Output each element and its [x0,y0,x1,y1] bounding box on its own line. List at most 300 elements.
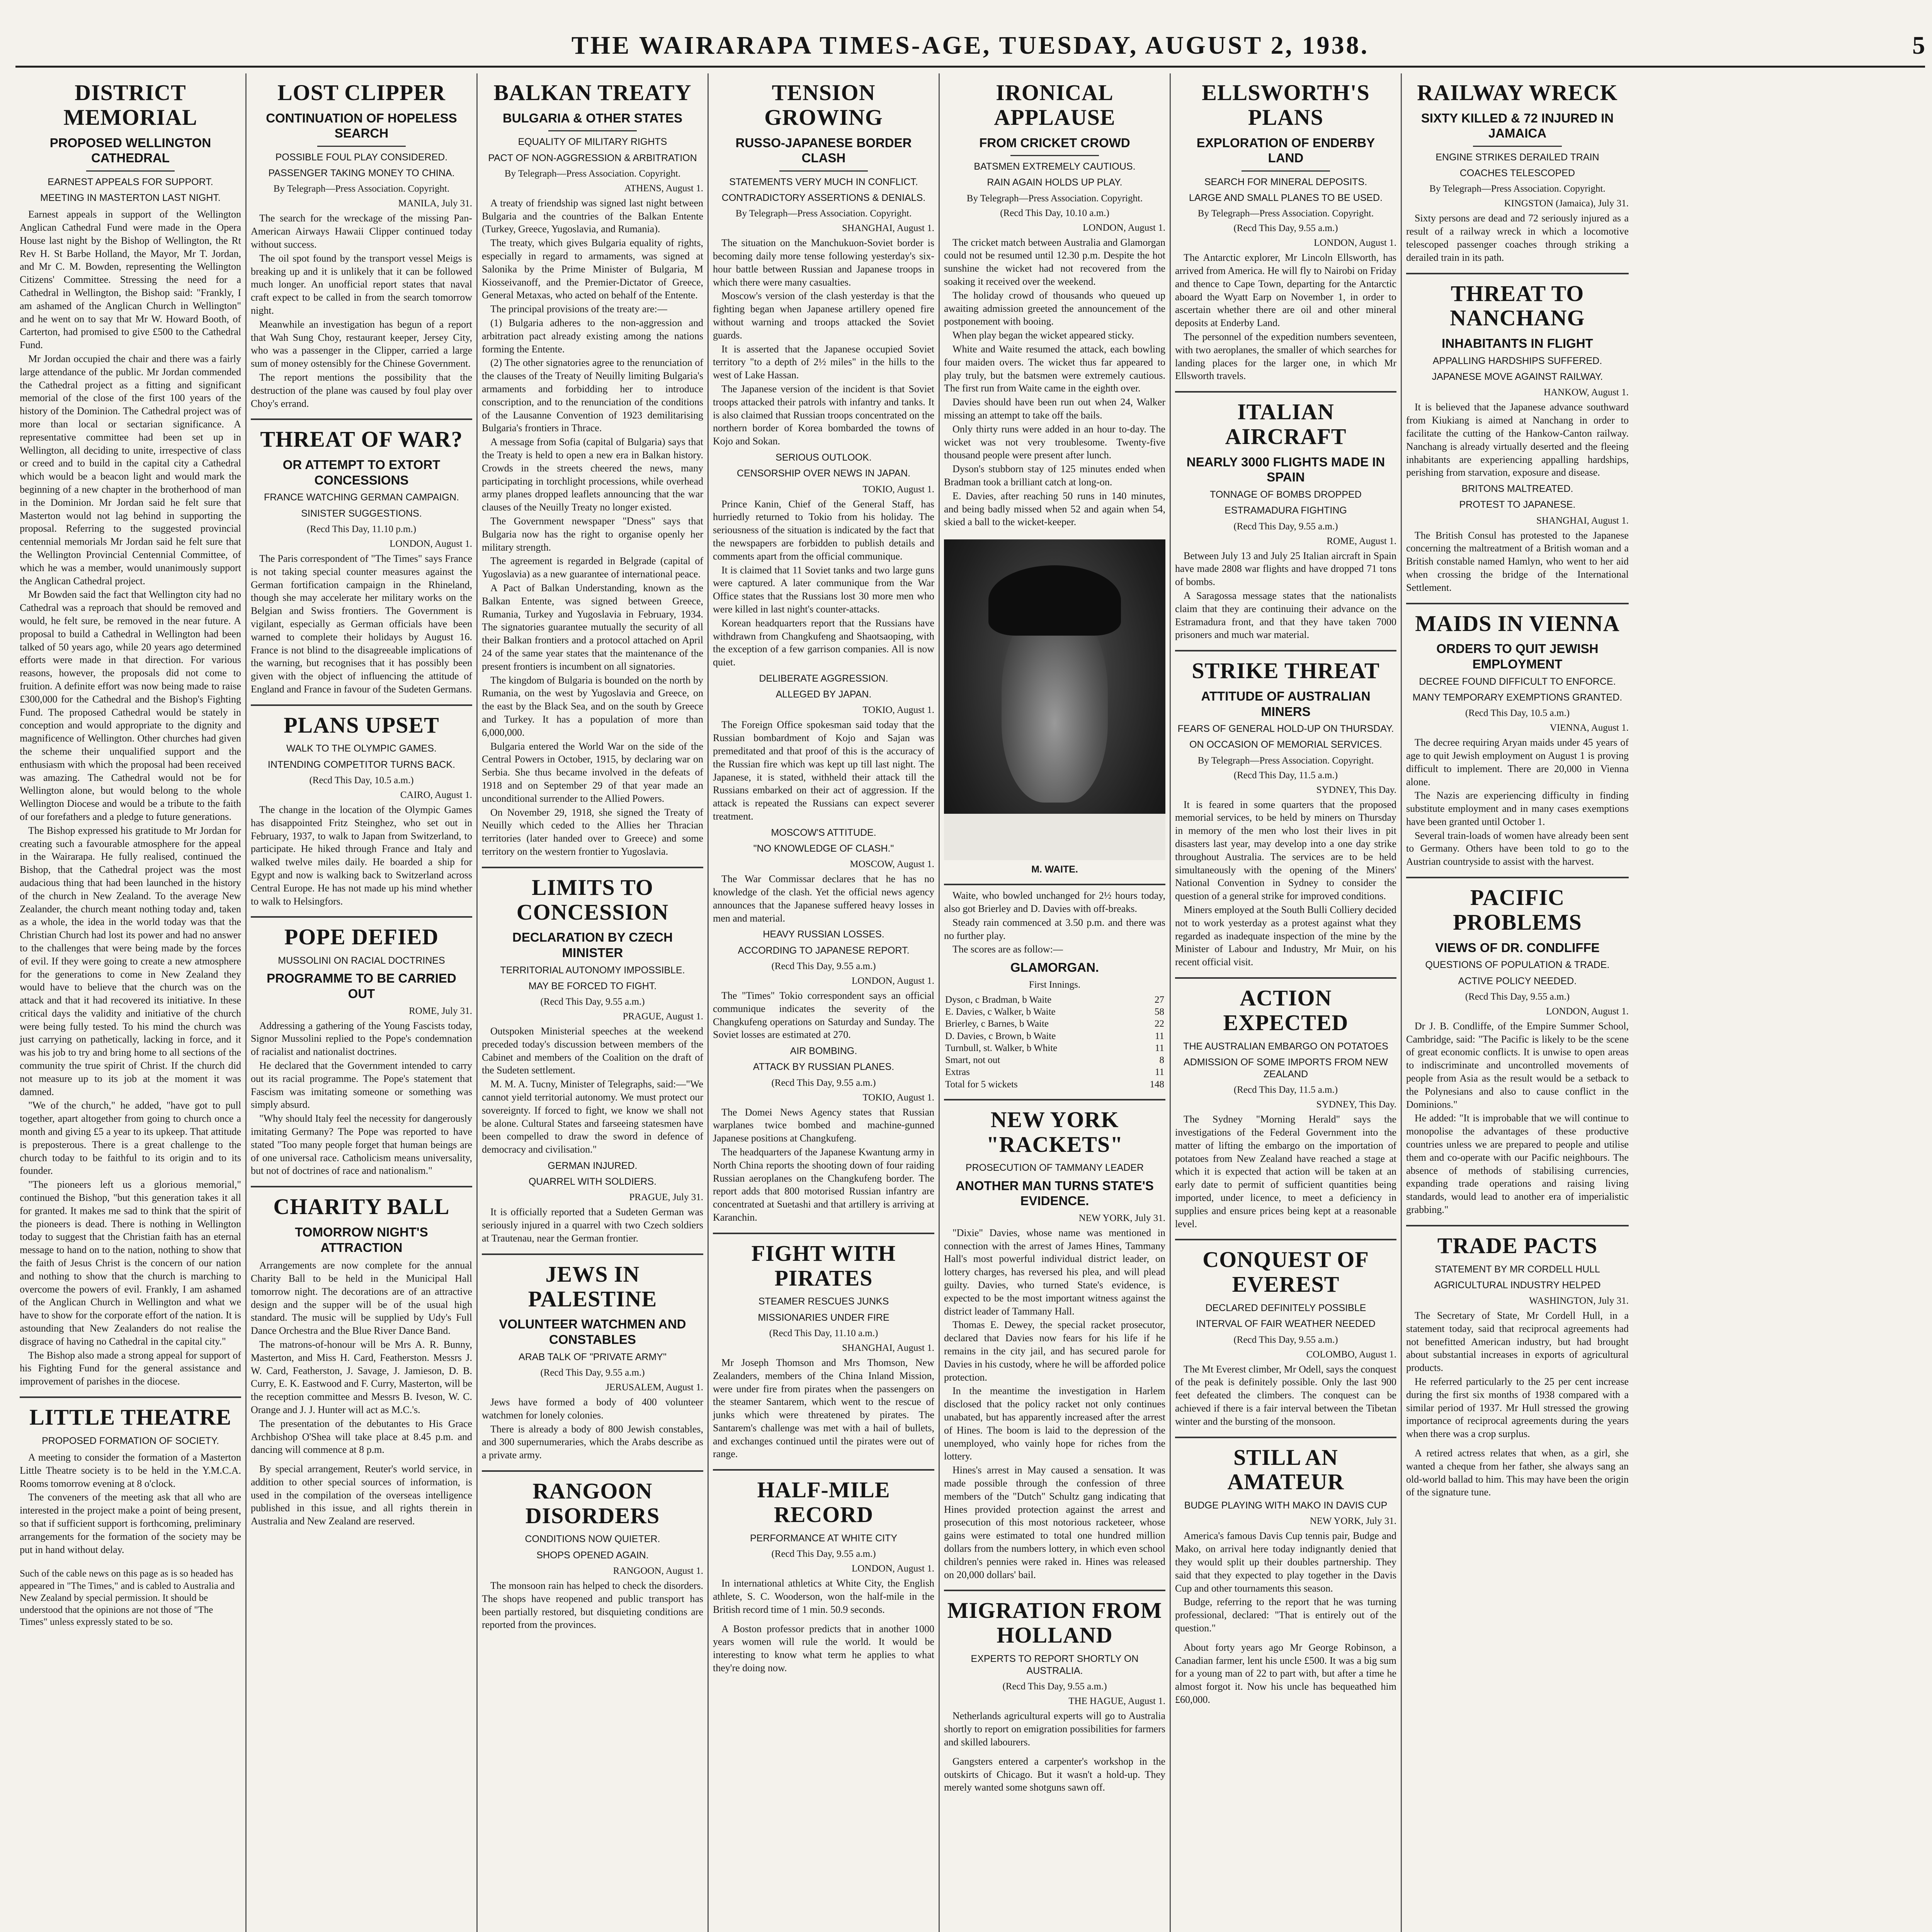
dateline: MANILA, July 31. [398,198,472,209]
batsman: Dyson, c Bradman, b Waite [945,994,1052,1005]
received-time: (Recd This Day, 9.55 a.m.) [1465,991,1570,1002]
received-time: (Recd This Day, 11.5 a.m.) [1233,1085,1338,1095]
headline: PACIFIC PROBLEMS [1453,885,1582,935]
section-divider [251,704,472,706]
headline: RANGOON DISORDERS [525,1478,660,1528]
paragraph: The scores are as follow:— [952,944,1063,955]
headline: BALKAN TREATY [493,80,692,105]
batsman: Smart, not out [945,1055,1000,1066]
column-3 [478,73,709,1932]
deck: SEARCH FOR MINERAL DEPOSITS. [1204,176,1367,187]
paragraph: Jews have formed a body of 400 volunteer watchmen for lonely colonies. [482,1396,703,1421]
paragraph: On November 29, 1918, she signed the Treaty of Neuilly which ceded to the Allies her Thracian territories (later handed over to Greece) and some territory on the western frontier to Yugoslavia. [482,806,703,857]
column-4 [709,73,940,1932]
deck: GERMAN INJURED. [548,1160,638,1171]
deck: CONTRADICTORY ASSERTIONS & DENIALS. [721,192,926,204]
deck: MEETING IN MASTERTON LAST NIGHT. [40,192,221,204]
paragraph: It is officially reported that a Sudeten German was seriously injured in a quarrel with two Czech soldiers at Trautenau, near the German frontier. [482,1206,703,1244]
dateline: TOKIO, August 1. [862,484,934,495]
deck: SINISTER SUGGESTIONS. [301,508,422,519]
editorial-note: Such of the cable news on this page as is so headed has appeared in "The Times," and is cabled to Australia and New Zealand by special permission. It should be understood that the opinions are not those of "The Times" unless expressly stated to be so. [20,1568,235,1628]
headline: ELLSWORTH'S PLANS [1202,80,1370,130]
deck: QUARREL WITH SOLDIERS. [528,1176,657,1187]
paragraph: Moscow's version of the clash yesterday is that the fighting began when Japanese artillery opened fire without warning and troops attacked the Soviet guards. [713,290,934,341]
section-divider [1406,273,1629,274]
received-time: (Recd This Day, 9.55 a.m.) [771,1549,876,1560]
runs: 11 [1155,1067,1164,1078]
dateline: RANGOON, August 1. [613,1565,703,1576]
paragraph: A Boston professor predicts that in another 1000 years women will rule the world. It would be interesting to know what term he applies to what they're doing now. [713,1623,934,1673]
section-divider [1175,1437,1396,1438]
deck: APPALLING HARDSHIPS SUFFERED. [1432,355,1602,366]
subheadline: ANOTHER MAN TURNS STATE'S EVIDENCE. [956,1178,1154,1208]
dateline: TOKIO, August 1. [862,1092,934,1103]
deck: CONDITIONS NOW QUIETER. [525,1534,660,1545]
subheadline: PROPOSED WELLINGTON CATHEDRAL [49,135,211,165]
deck: TONNAGE OF BOMBS DROPPED [1210,489,1362,500]
subheadline: CONTINUATION OF HOPELESS SEARCH [266,111,457,141]
paragraph: The Government newspaper "Dness" says that Bulgaria now has the right to organise openly her military strength. [482,515,703,553]
dateline: LONDON, August 1. [1083,222,1165,233]
paragraph: Prince Kanin, Chief of the General Staff, has hurriedly returned to Tokio from his holiday. The seriousness of the situation is indicated by the fact that the newspapers are forbidden to publish details and comments apart from the official communique. [713,498,934,562]
headline: CHARITY BALL [273,1194,450,1219]
section-divider [251,418,472,420]
dateline: CAIRO, August 1. [400,789,472,800]
headline: PLANS UPSET [284,712,439,738]
deck: FRANCE WATCHING GERMAN CAMPAIGN. [264,492,459,503]
paragraph: Outspoken Ministerial speeches at the weekend preceded today's discussion between members of the Cabinet and members of the Coalition on the draft of the Sudeten settlement. [482,1026,703,1076]
paragraph: In international athletics at White City, the English athlete, S. C. Wooderson, won the half-mile in the British record time of 1 min. 50.9 seconds. [713,1578,934,1615]
dateline: LONDON, August 1. [852,975,934,986]
paragraph: The Secretary of State, Mr Cordell Hull, in a statement today, said that reciprocal agreements had not benefitted American industry, but had brought about substantial increases in exports of agricultural products. [1406,1310,1629,1374]
paragraph: A meeting to consider the formation of a Masterton Little Theatre society is to be held in the Y.M.C.A. Rooms tomorrow evening at 8 o'clock. [20,1452,241,1489]
section-divider [20,1396,241,1398]
paragraph: The "Times" Tokio correspondent says an official communique indicates the severity of the Changkufeng operations on Saturday and Sunday. The Soviet losses are estimated at 270. [713,990,934,1041]
paragraph: Steady rain commenced at 3.50 p.m. and there was no further play. [944,917,1165,941]
paragraph: The Paris correspondent of "The Times" says France is not taking special counter measures against the German fortification campaign in the Rhineland, though she may accelerate her military works on the Belgian and Swiss frontiers. The Government is vigilant, especially as German officials have been warned to complete their holidays by August 16. France is not blind to the disagreeable implications of the warning, but recognises that it has possibly been given with the object of influencing the attitude of England and France in favour of the Sudeten Germans. [251,553,472,695]
section-divider [1175,1239,1396,1240]
paragraph: "Why should Italy feel the necessity for dangerously imitating Germany? The Pope was reported to have stated "Too many people forget that human beings are of one universal race. Catholicism means universality, but not of doctrines of race and nationalism." [251,1113,472,1177]
section-divider [1175,391,1396,393]
runs: 11 [1155,1031,1164,1041]
headline: JEWS IN PALESTINE [528,1261,657,1311]
section-divider [251,1186,472,1187]
subheadline: PROGRAMME TO BE CARRIED OUT [267,971,456,1001]
dateline: SYDNEY, This Day. [1316,784,1396,795]
column-1 [15,73,247,1932]
paragraph: A Pact of Balkan Understanding, known as the Balkan Entente, was signed between Greece, Rumania, Turkey and Yugoslavia in February, 1934. The signatories guarantee mutually the security of all their Balkan frontiers and a protocol attached on April 24 of the same year states that the maintenance of the present frontiers is incumbent on all signatories. [482,582,703,672]
paragraph: Dyson's stubborn stay of 125 minutes ended when Bradman took a brilliant catch at long-on. [944,463,1165,488]
paragraph: Waite, who bowled unchanged for 2½ hours today, also got Brierley and D. Davies with off-breaks. [944,890,1165,915]
headline: ACTION EXPECTED [1223,985,1349,1035]
dateline: COLOMBO, August 1. [1306,1349,1396,1360]
deck: PROPOSED FORMATION OF SOCIETY. [42,1435,219,1446]
headline: IRONICAL APPLAUSE [994,80,1116,130]
paragraph: The Nazis are experiencing difficulty in finding substitute employment and in many cases exemptions have been granted until October 1. [1406,790,1629,827]
column-2 [247,73,478,1932]
deck: AIR BOMBING. [790,1046,857,1057]
dateline: THE HAGUE, August 1. [1068,1696,1165,1707]
dateline: TOKIO, August 1. [862,705,934,716]
paragraph: Dr J. B. Condliffe, of the Empire Summer School, Cambridge, said: "The Pacific is likely to be the scene of great economic conflicts. It is unwise to open areas to indiscriminate and uncontrolled movements of people from Asia as the result would be a setback to the Polynesians and also to cause conflict in the Dominions." [1406,1020,1629,1110]
dateline: ATHENS, August 1. [624,183,703,194]
scorecard-row [944,1042,1165,1054]
received-time: (Recd This Day, 9.55 a.m.) [1002,1681,1107,1692]
paragraph: Arrangements are now complete for the annual Charity Ball to be held in the Municipal Hall tomorrow night. The decorations are of an attractive design and the supper will be of the usual high standard. The music will be supplied by Udy's Full Dance Orchestra and the Blue River Dance Band. [251,1260,472,1337]
paragraph: By special arrangement, Reuter's world service, in addition to other special sources of information, is used in the compilation of the overseas intelligence published in this issue, and all rights therein in Australia and New Zealand are reserved. [251,1463,472,1527]
column-6 [1171,73,1402,1932]
deck: INTENDING COMPETITOR TURNS BACK. [267,759,456,770]
portrait-cap [988,565,1121,636]
runs: 11 [1155,1043,1164,1053]
headline: DISTRICT MEMORIAL [63,80,197,130]
paragraph: A retired actress relates that when, as a girl, she wanted a cheque from her father, she always sang an old-world ballad to him. This may have been the origin of the signature tune. [1406,1447,1629,1498]
deck: ARAB TALK OF "PRIVATE ARMY" [519,1351,667,1362]
headline: HALF-MILE RECORD [757,1477,890,1527]
paragraph: Korean headquarters report that the Russians have withdrawn from Changkufeng and Shaotsaoping, with the exception of a few garrison companies. All is now quiet. [713,617,934,668]
received-time: (Recd This Day, 9.55 a.m.) [1233,223,1338,234]
paragraph: Bulgaria entered the World War on the side of the Central Powers in October, 1915, by declaring war on Serbia. She thus became involved in the defeats of 1918 and on September 29 of that year made an unconditional surrender to the Allied Powers. [482,740,703,804]
subheadline: BULGARIA & OTHER STATES [502,111,683,125]
byline: By Telegraph—Press Association. Copyright. [1429,184,1605,194]
paragraph: "We of the church," he added, "have got to pull together, apart altogether from going to church once a month and giving £5 a year to its upkeep. That attitude is preposterous. There is a great challenge to the church today to be faithful to its origin and to its founder. [20,1100,241,1177]
deck: STATEMENT BY MR CORDELL HULL [1435,1264,1600,1275]
received-time: (Recd This Day, 10.5 a.m.) [309,775,414,786]
dateline: SHANGHAI, August 1. [1536,515,1629,526]
dateline: SHANGHAI, August 1. [842,223,934,234]
batsman: Brierley, c Barnes, b Waite [945,1019,1049,1029]
paragraph: It is asserted that the Japanese occupied Soviet territory "to a depth of 2½ miles" in the hills to the west of Lake Hassan. [713,343,934,381]
dateline: MOSCOW, August 1. [850,859,934,870]
subheadline: OR ATTEMPT TO EXTORT CONCESSIONS [282,457,440,487]
paragraph: The change in the location of the Olympic Games has disappointed Fritz Steinghez, who set out in February, 1937, to walk to Japan from Switzerland, to participate. He hiked through France and Italy and walked twelve miles daily. He boarded a ship for Egypt and now is walking back to Switzerland across Central Europe. He has not made up his mind whether to walk to Helsingfors. [251,804,472,907]
paragraph: The Mt Everest climber, Mr Odell, says the conquest of the peak is definitely possible. Only the last 900 feet defeated the climbers. The conquest can be achieved if there is a fair interval between the Tibetan winter and the bursting of the monsoon. [1175,1363,1396,1427]
dateline: ROME, July 31. [409,1005,472,1016]
dateline: VIENNA, August 1. [1549,723,1629,733]
dateline: JERUSALEM, August 1. [605,1382,703,1393]
deck: DECREE FOUND DIFFICULT TO ENFORCE. [1419,676,1616,687]
deck: MANY TEMPORARY EXEMPTIONS GRANTED. [1412,692,1622,703]
deck: EARNEST APPEALS FOR SUPPORT. [48,176,213,187]
deck: WALK TO THE OLYMPIC GAMES. [286,743,437,754]
paragraph: The treaty, which gives Bulgaria equality of rights, especially in regard to armaments, was signed at Salonika by the Prime Minister of Bulgaria, M Kiosseivanoff, and the Premier-Dictator of Greece, General Metaxas, who acted on behalf of the Entente. [482,237,703,301]
paragraph: The Japanese version of the incident is that Soviet troops attacked their patrols with infantry and tanks. It is also claimed that Russian troops concentrated on the northern border of Korea bombarded the towns of Kojo and Sokan. [713,383,934,447]
paragraph: The holiday crowd of thousands who queued up awaiting admission greeted the announcement of the postponement with booing. [944,289,1165,327]
deck: EQUALITY OF MILITARY RIGHTS [518,136,667,148]
paragraph: Budge, referring to the report that he was turning professional, declared: "That is entirely out of the question." [1175,1596,1396,1634]
runs: 8 [1159,1055,1164,1066]
deck: MOSCOW'S ATTITUDE. [771,827,876,838]
deck: POSSIBLE FOUL PLAY CONSIDERED. [275,151,448,163]
divider [1010,155,1099,156]
deck: DECLARED DEFINITELY POSSIBLE [1205,1303,1366,1314]
deck: JAPANESE MOVE AGAINST RAILWAY. [1432,371,1603,383]
subheadline: EXPLORATION OF ENDERBY LAND [1196,135,1375,165]
deck: PROSECUTION OF TAMMANY LEADER [965,1162,1144,1173]
section-divider [713,1233,934,1234]
paragraph: Gangsters entered a carpenter's workshop in the outskirts of Chicago. But it wasn't a hold-up. They merely wanted some shotguns sawn off. [944,1755,1165,1793]
paragraph: "The pioneers left us a glorious memorial," continued the Bishop, "but this generation takes it all for granted. It makes me sad to think that the spirit of the pioneers is dead. There is nothing in Wellington today to suggest that the Christian faith has an eternal message to hand on to the nation, nothing to show that the faith of Jesus Christ is the concern of our nation and nothing to show that the church is marching to overcome the powers of evil. Frankly, I am ashamed of the Anglican Church in Wellington and what we have to show for the corporate effort of the nation. It is astounding that New Zealanders do not realise the disgrace of having no Cathedral in the capital city." [20,1179,241,1347]
divider [1242,170,1330,172]
deck: HEAVY RUSSIAN LOSSES. [763,929,884,940]
paragraph: The principal provisions of the treaty are:— [490,303,667,315]
column-5 [940,73,1171,1932]
received-time: (Recd This Day, 9.55 a.m.) [1233,521,1338,532]
deck: QUESTIONS OF POPULATION & TRADE. [1425,959,1610,971]
paragraph: The search for the wreckage of the missing Pan-American Airways Hawaii Clipper continued today without success. [251,213,472,250]
paragraph: The headquarters of the Japanese Kwantung army in North China reports the shooting down of four raiding Russian aeroplanes on the Changkufeng border. The report adds that 800 motorised Russian infantry are concentrated at Suetashi and that artillery is arriving at Karanchin. [713,1146,934,1223]
divider [1473,146,1562,147]
dateline: NEW YORK, July 31. [1078,1213,1165,1223]
paragraph: The Sydney "Morning Herald" says the investigations of the Federal Government into the matter of lifting the embargo on the importation of potatoes from New Zealand have reached a stage at which it is expected that action will be taken at an early date to permit of sufficient quantities being imported, under licence, to meet a deficiency in supplies and ensure prices being kept at a reasonable level. [1175,1114,1396,1230]
dateline: PRAGUE, August 1. [622,1011,703,1022]
photo-caption: M. WAITE. [1031,864,1078,875]
received-time: (Recd This Day, 11.5 a.m.) [1233,770,1338,781]
deck: RAIN AGAIN HOLDS UP PLAY. [987,177,1122,188]
paragraph: The conveners of the meeting ask that all who are interested in the project make a point of being present, so that if sufficient support is forthcoming, preliminary arrangements for the formation of the society may be put in hand without delay. [20,1492,241,1555]
section-divider [1406,1225,1629,1226]
paragraph: The monsoon rain has helped to check the disorders. The shops have reopened and public transport has been partially restored, but disquieting conditions are reported from the provinces. [482,1580,703,1631]
paragraph: He referred particularly to the 25 per cent increase during the first six months of 1938 compared with a similar period of 1937. Mr Hull stressed the growing importance of reciprocal agreements during the years when there was a crop surplus. [1406,1376,1629,1440]
dateline: ROME, August 1. [1327,536,1396,546]
deck: SERIOUS OUTLOOK. [776,452,872,463]
deck: BUDGE PLAYING WITH MAKO IN DAVIS CUP [1184,1500,1388,1511]
scorecard-row [944,994,1165,1006]
paragraph: A Saragossa message states that the nationalists claim that they are continuing their advance on the Estramadura front, and that they have taken 7000 prisoners and much war material. [1175,590,1396,641]
paragraph: Davies should have been run out when 24, Walker missing an attempt to take off the bails. [944,396,1165,421]
paragraph: He added: "It is improbable that we will continue to monopolise the advantages of these productive countries unless we are prepared to people and utilise them and co-operate with our Pacific neighbours. The absence of methods of stabilising currencies, expanding trade operations and raising living standards, would lead to another era of imperialistic grabbing." [1406,1112,1629,1215]
section-divider [713,1469,934,1471]
headline: STRIKE THREAT [1192,658,1380,684]
byline: By Telegraph—Press Association. Copyright. [735,208,912,219]
deck: PASSENGER TAKING MONEY TO CHINA. [268,168,455,179]
section-divider [944,884,1165,885]
subheadline: FROM CRICKET CROWD [979,135,1130,150]
deck: ACTIVE POLICY NEEDED. [1458,975,1577,986]
runs: 22 [1155,1019,1164,1029]
deck: STEAMER RESCUES JUNKS [758,1296,889,1307]
paragraph: (1) Bulgaria adheres to the non-aggression and arbitration pact already existing among the nations forming the Entente. [482,317,703,355]
dateline: LONDON, August 1. [389,538,472,549]
subheadline: TOMORROW NIGHT'S ATTRACTION [295,1225,428,1255]
section-divider [1175,977,1396,979]
headline: STILL AN AMATEUR [1227,1444,1344,1495]
deck: TERRITORIAL AUTONOMY IMPOSSIBLE. [500,964,685,976]
deck: ESTRAMADURA FIGHTING [1225,505,1347,516]
section-divider [1406,877,1629,878]
dateline: PRAGUE, July 31. [629,1192,703,1203]
deck: PROTEST TO JAPANESE. [1459,499,1576,510]
subheadline: VOLUNTEER WATCHMEN AND CONSTABLES [499,1317,686,1347]
deck: PERFORMANCE AT WHITE CITY [750,1532,898,1544]
paragraph: The cricket match between Australia and Glamorgan could not be resumed until 12.30 p.m. Despite the hot sunshine the wicket had not recovered from the soaking it received over the weekend. [944,236,1165,287]
received-time: (Recd This Day, 9.55 a.m.) [771,961,876,971]
paragraph: Addressing a gathering of the Young Fascists today, Signor Mussolini replied to the Pope's condemnation of racialist and nationalist doctrines. [251,1020,472,1058]
headline: LIMITS TO CONCESSION [516,874,669,925]
paragraph: It is believed that the Japanese advance southward from Kiukiang is aimed at Nanchang in order to facilitate the cutting of the Hankow-Canton railway. Nanchang is already virtually deserted and the fleeing inhabitants are experiencing appalling hardships, perishing from starvation, exposure and disease. [1406,401,1629,478]
section-divider [251,916,472,918]
paragraph: Hines's arrest in May caused a sensation. It was made possible through the confession of three members of the "Dutch" Schultz gang indicating that Hines provided protection against the arrest and prosecution of this most notorious racketeer, whose gains were estimated to total one hundred million dollars from the numbers lottery, in which even school children's pennies were raked in. Hines was released on 20,000 dollars' bail. [944,1464,1165,1580]
received-time: (Recd This Day, 9.55 a.m.) [771,1077,876,1088]
player-photo [944,539,1165,860]
headline: POPE DEFIED [284,924,439,950]
dateline: LONDON, August 1. [1546,1006,1629,1017]
dateline: WASHINGTON, July 31. [1529,1296,1629,1306]
subheadline: RUSSO-JAPANESE BORDER CLASH [735,135,912,165]
deck: SHOPS OPENED AGAIN. [536,1549,649,1561]
subheadline: ORDERS TO QUIT JEWISH EMPLOYMENT [1436,641,1599,672]
headline: RAILWAY WRECK [1417,80,1618,105]
section-divider [1406,603,1629,604]
paragraph: It is claimed that 11 Soviet tanks and two large guns were captured. A later communique from the War Office states that the Russians lost 30 more men who were killed in last night's counter-attacks. [713,564,934,615]
headline: FIGHT WITH PIRATES [751,1240,896,1291]
batsman: Turnbull, st. Walker, b White [945,1043,1058,1053]
deck: EXPERTS TO REPORT SHORTLY ON AUSTRALIA. [971,1653,1139,1677]
headline: MIGRATION FROM HOLLAND [947,1598,1162,1648]
runs: 58 [1155,1007,1164,1017]
section-divider [944,1590,1165,1591]
paragraph: The oil spot found by the transport vessel Meigs is breaking up and it is unlikely that it can be followed much longer. An unofficial report states that naval craft expect to be called in from the search tomorrow night. [251,252,472,316]
newspaper-title: THE WAIRARAPA TIMES-AGE, TUESDAY, AUGUST 2, 1938. [571,31,1369,60]
scorecard-table [944,994,1165,1090]
deck: "NO KNOWLEDGE OF CLASH." [753,843,894,854]
paragraph: Mr Bowden said the fact that Wellington city had no Cathedral was a reproach that should be removed and would, he felt sure, be removed in the near future. A proposal to build a Cathedral in Wellington had been talked of 50 years ago, while 20 years ago determined efforts were made in that direction. For various reasons, however, the proposals did not come to fruition. A definite effort was now being made to raise £300,000 for the Cathedral and the Bishop's Fighting Fund. The proposed Cathedral would be stately in conception and would appropriate to the dignity and magnificence of Wellington. Other churches had given the scheme their unqualified support and the enthusiasm with which the proposal had been received was amazing. The Cathedral would not be for Wellington alone, but would belong to the whole Wellington Diocese and would be a tribute to the faith of our forefathers and a pledge to future generations. [20,589,241,822]
photo-caption-band [944,814,1165,860]
dateline: HANKOW, August 1. [1544,387,1629,398]
deck: ACCORDING TO JAPANESE REPORT. [738,945,910,956]
deck: CENSORSHIP OVER NEWS IN JAPAN. [736,468,911,479]
divider [86,170,175,172]
batsman: D. Davies, c Brown, b Waite [945,1031,1056,1041]
deck: FEARS OF GENERAL HOLD-UP ON THURSDAY. [1177,723,1394,735]
paragraph: E. Davies, after reaching 50 runs in 140 minutes, and being badly missed when 52 and again when 54, skied a ball to the wicket-keeper. [944,490,1165,528]
paragraph: The Antarctic explorer, Mr Lincoln Ellsworth, has arrived from America. He will fly to Nairobi on Friday and thence to Cape Town, departing for the Antarctic aboard the Wyatt Earp on November 1, in order to ascertain whether there are oil and other mineral deposits at Enderby Land. [1175,252,1396,329]
paragraph: "Dixie" Davies, whose name was mentioned in connection with the arrest of James Hines, Tammany Hall's most powerful individual district leader, on lottery charges, has reversed his plea, and will plead guilty. Davies, who turned State's evidence, is expected to be the most important witness against the district leader of Tammany Hall. [944,1227,1165,1317]
dateline: LONDON, August 1. [1314,238,1396,248]
received-time: (Recd This Day, 9.55 a.m.) [540,997,645,1007]
headline: TENSION GROWING [764,80,883,130]
deck: MISSIONARIES UNDER FIRE [758,1312,889,1323]
received-time: (Recd This Day, 9.55 a.m.) [540,1367,645,1378]
paragraph: Netherlands agricultural experts will go to Australia shortly to report on emigration possibilities for farmers and skilled labourers. [944,1710,1165,1748]
headline: MAIDS IN VIENNA [1415,611,1620,636]
paragraph: White and Waite resumed the attack, each bowling four maiden overs. The wicket thus far appeared to play truly, but the batsmen were extremely cautious. The first run from Waite came in the eighth over. [944,344,1165,394]
paragraph: The Foreign Office spokesman said today that the Russian bombardment of Kojo and Sajan was premeditated and that proof of this is the accuracy of the Russian fire which was kept up till last night. The Japanese, it is stated, withheld their attack till the Russians embarked on their act of aggression. If the attack is repeated the Russians can expect severer treatment. [713,719,934,822]
received-time: (Recd This Day, 10.5 a.m.) [1465,708,1570,719]
byline: By Telegraph—Press Association. Copyright. [273,184,450,194]
scorecard-row [944,1006,1165,1018]
batsman: Extras [945,1067,970,1078]
deck: LARGE AND SMALL PLANES TO BE USED. [1189,192,1383,204]
paragraph: Earnest appeals in support of the Wellington Anglican Cathedral Fund were made in the Opera House last night by the Bishop of Wellington, the Rt Rev H. St Barbe Holland, the Mayor, Mr T. Jordan, and Mr C. M. Bowden, representing the Wellington Citizens' Committee. Stressing the need for a Cathedral in Wellington, the Bishop said: "Frankly, I am ashamed of the Anglican Church in Wellington" and he went on to say that Mr W. Howard Booth, of Carterton, had promised to give £500 to the Cathedral Fund. [20,209,241,351]
paragraph: The personnel of the expedition numbers seventeen, with two aeroplanes, the smaller of which searches for landing places for the larger one, in which Mr Ellsworth travels. [1175,331,1396,382]
paragraph: In the meantime the investigation in Harlem disclosed that the policy racket not only continues unabated, but has apparently increased after the arrest of Hines. The boom is laid to the depression of the unemployed, who vainly hope for riches from the lottery. [944,1385,1165,1462]
dateline: NEW YORK, July 31. [1310,1516,1396,1527]
byline: By Telegraph—Press Association. Copyright. [1197,755,1374,766]
paragraph: He declared that the Government intended to carry out its racial programme. The Pope's statement that Fascism was imitating someone or something was simply absurd. [251,1060,472,1111]
paragraph: The Bishop expressed his gratitude to Mr Jordan for creating such a favourable atmosphere for the appeal in the Wairarapa. He fully realised, continued the Bishop, that the Cathedral project was the most audacious thing that had been launched in the history of the church in New Zealand. To the average New Zealander, the church meant nothing today and, taken as a whole, the idea in the world today was that the Christian Church had lost its power and had no answer to the challenges that were being made by the forces of evil. If they were going to create a new atmosphere for the generations to come in New Zealand they would have to believe that the church was on the attack and that it had recovered its initiative. In these critical days the validity and initiative of the church were being fully tested. To his mind the church was just carrying on pathetically, lacking in force, and it was his job to try and bring home to all sections of the community the true spirit of Christ. If the church did not measure up to its job at the moment it was damned. [20,825,241,1097]
section-divider [944,1099,1165,1100]
deck: MAY BE FORCED TO FIGHT. [528,980,657,992]
batsman: E. Davies, c Walker, b Waite [945,1007,1056,1017]
deck: PACT OF NON-AGGRESSION & ARBITRATION [488,152,697,163]
received-time: (Recd This Day, 10.10 a.m.) [1000,207,1109,218]
paragraph: Mr Joseph Thomson and Mrs Thomson, New Zealanders, members of the China Inland Mission, were under fire from pirates when the passengers on the steamer Santarem, which went to the rescue of junks which were threatened by pirates. The Santarem's challenge was met with a hail of bullets, and exchanges continued until the pirates were out of range. [713,1357,934,1460]
section-divider [482,1470,703,1472]
headline: THREAT TO NANCHANG [1450,281,1585,331]
byline: By Telegraph—Press Association. Copyright. [504,168,681,179]
deck: ADMISSION OF SOME IMPORTS FROM NEW ZEALAND [1184,1056,1388,1080]
subheadline: VIEWS OF DR. CONDLIFFE [1435,940,1600,955]
headline: ITALIAN AIRCRAFT [1225,399,1347,449]
deck: ALLEGED BY JAPAN. [776,689,872,700]
deck: INTERVAL OF FAIR WEATHER NEEDED [1196,1318,1376,1330]
masthead [15,23,1925,68]
dateline: LONDON, August 1. [852,1563,934,1574]
paragraph: Meanwhile an investigation has begun of a report that Wah Sung Choy, restaurant keeper, Jersey City, who was a passenger in the Clipper, carried a large sum of money ostensibly for the Chinese Government. [251,318,472,369]
subheadline: NEARLY 3000 FLIGHTS MADE IN SPAIN [1186,454,1385,485]
headline: TRADE PACTS [1437,1233,1598,1258]
paragraph: The Bishop also made a strong appeal for support of his Fighting Fund for the general assistance and improvement of parishes in the diocese. [20,1349,241,1387]
paragraph: Sixty persons are dead and 72 seriously injured as a result of a railway wreck in which a locomotive telescoped passenger coaches through striking a derailed train in its path. [1406,213,1629,263]
byline: By Telegraph—Press Association. Copyright. [966,193,1143,204]
received-time: (Recd This Day, 11.10 a.m.) [769,1328,878,1338]
deck: DELIBERATE AGGRESSION. [759,673,888,684]
paragraph: The agreement is regarded in Belgrade (capital of Yugoslavia) as a new guarantee of international peace. [482,555,703,580]
paragraph: The decree requiring Aryan maids under 45 years of age to quit Jewish employment on August 1 is proving difficult to implement. There are 20,000 in Vienna alone. [1406,737,1629,787]
paragraph: It is feared in some quarters that the proposed memorial services, to be held by miners on Thursday in memory of the men who lost their lives in pit disasters last year, may develop into a one day strike throughout Australia. The services are to be held simultaneously with the opening of the Miners' National Convention in Sydney to consider the question of a general strike for improved conditions. [1175,799,1396,902]
paragraph: The situation on the Manchukuon-Soviet border is becoming daily more tense following yesterday's six-hour battle between Russian and Japanese troops in which there were many casualties. [713,237,934,288]
paragraph: The presentation of the debutantes to His Grace Archbishop O'Shea will take place at 8.45 p.m. and dancing will commence at 8 p.m. [251,1418,472,1456]
paragraph: The War Commissar declares that he has no knowledge of the clash. Yet the official news agency announces that the Japanese suffered heavy losses in men and material. [713,873,934,924]
paragraph: Thomas E. Dewey, the special racket prosecutor, declared that Davies now fears for his life if he remains in the city jail, and has secured parole for Davies in his custody, where he will be afforded police protection. [944,1319,1165,1383]
paragraph: There is already a body of 800 Jewish constables, and 300 supernumeraries, which the Arabs describe as a private army. [482,1423,703,1461]
paragraph: When play began the wicket appeared sticky. [952,330,1134,341]
section-divider [482,1253,703,1255]
deck: ON OCCASION OF MEMORIAL SERVICES. [1189,739,1382,750]
paragraph: Miners employed at the South Bulli Colliery decided not to work yesterday as a protest against what they regarded as inadequate inspection of the mine by the Minister of Labour and Industry, Mr Muir, on his recent official visit. [1175,904,1396,968]
deck: BATSMEN EXTREMELY CAUTIOUS. [974,161,1136,172]
headline: THREAT OF WAR? [260,427,463,452]
deck: AGRICULTURAL INDUSTRY HELPED [1434,1279,1601,1291]
paragraph: A treaty of friendship was signed last night between Bulgaria and the countries of the Balkan Entente (Turkey, Greece, Yugoslavia, and Rumania). [482,197,703,235]
column-7 [1402,73,1633,1932]
subheadline: INHABITANTS IN FLIGHT [1442,336,1593,351]
paragraph: The British Consul has protested to the Japanese concerning the maltreatment of a British woman and a British constable named Hamlyn, who went to her aid when crossing the bridge of the International Settlement. [1406,529,1629,593]
divider [317,146,406,147]
paragraph: About forty years ago Mr George Robinson, a Canadian farmer, lent his uncle £500. It was a big sum for a young man of 22 to part with, but after a time he almost forgot it. Now his uncle has bequeathed him £60,000. [1175,1641,1396,1705]
paragraph: (2) The other signatories agree to the renunciation of the clauses of the Treaty of Neuilly limiting Bulgaria's armaments and forbidding her to introduce conscription, and to the renunciation of the conditions of the Lausanne Convention of 1923 demilitarising Bulgaria's frontiers in Thrace. [482,357,703,434]
batsman: Total for 5 wickets [945,1079,1018,1090]
page-number: 5 [1912,31,1925,60]
byline: By Telegraph—Press Association. Copyright. [1197,208,1374,219]
paragraph: Only thirty runs were added in an hour to-day. The wicket was not very troublesome. Twenty-five thousand people were present after lunch. [944,423,1165,461]
scorecard-row [944,1066,1165,1078]
dateline: KINGSTON (Jamaica), July 31. [1504,198,1629,209]
paragraph: Several train-loads of women have already been sent to Germany. Others have been told to go to the Austrian countryside to assist with the harvest. [1406,830,1629,867]
runs: 27 [1155,994,1164,1005]
headline: LITTLE THEATRE [29,1405,231,1430]
paragraph: The matrons-of-honour will be Mrs A. R. Bunny, Masterton, and Miss H. Card, Featherston. Messrs J. W. Card, Featherston, J. Savage, J. Jamieson, D. B. Curry, E. K. Eastwood and F. Curry, Masterton, will be the reception committee and Messrs B. Iveson, W. C. Orange and J. J. Hunter will act as M.C.'s. [251,1338,472,1415]
deck: MUSSOLINI ON RACIAL DOCTRINES [278,955,445,966]
scorecard-innings: First Innings. [1029,979,1081,990]
section-divider [1175,650,1396,651]
paragraph: The kingdom of Bulgaria is bounded on the north by Rumania, on the west by Yugoslavia and Greece, on the east by the Black Sea, and on the south by Greece and Turkey. It has a population of more than 6,000,000. [482,674,703,738]
paragraph: Mr Jordan occupied the chair and there was a fairly large attendance of the public. Mr Jordan commended the Cathedral project as a fitting and significant memorial of the close of the first 100 years of the history of the Dominion. The Cathedral project was of more than local or sectarian significance. A representative committee had been set up in Wellington, all deciding to unite, irrespective of class or creed and to build in the capital city a Cathedral which would be a beacon light and would mark the beginning of a new chapter in the brotherhood of man in the Dominion. Mr Jordan said he felt sure that Masterton would not lag behind in supporting the proposal. Referring to the suggested provincial centennial memorials Mr Jordan said he felt sure that the Wellington Provincial Centennial Committee, of which he was a member, would unanimously support the Anglican Cathedral project. [20,353,241,587]
scorecard-row [944,1054,1165,1066]
section-divider [482,867,703,868]
subheadline: ATTITUDE OF AUSTRALIAN MINERS [1201,689,1371,719]
